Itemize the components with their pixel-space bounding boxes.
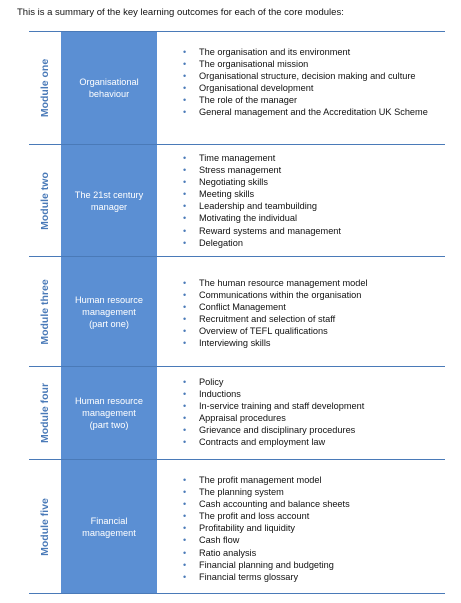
module-row — [29, 31, 445, 145]
module-label-cell — [29, 367, 61, 459]
module-title-cell — [61, 32, 157, 144]
outcome-item: • Meeting skills — [183, 188, 445, 200]
module-title-line: Organisational — [79, 77, 139, 87]
module-title-cell — [61, 257, 157, 366]
outcome-item: • Stress management — [183, 164, 445, 176]
outcome-item: • Motivating the individual — [183, 212, 445, 224]
module-title — [75, 189, 143, 213]
module-label-cell — [29, 460, 61, 593]
outcome-item: • Reward systems and management — [183, 225, 445, 237]
outcome-item: • Communications within the organisation — [183, 289, 445, 301]
module-label: Module three — [39, 278, 51, 345]
outcome-item: • Recruitment and selection of staff — [183, 313, 445, 325]
outcome-item: • The profit and loss account — [183, 510, 445, 522]
module-label-cell — [29, 145, 61, 256]
outcomes-list — [183, 474, 445, 583]
outcome-item: • Policy — [183, 376, 445, 388]
module-title-cell — [61, 460, 157, 593]
module-title-line: (part one) — [89, 318, 129, 329]
module-label: Module five — [39, 497, 51, 556]
outcome-item: • Conflict Management — [183, 301, 445, 313]
outcome-item: • Financial terms glossary — [183, 571, 445, 583]
outcome-item: • The organisational mission — [183, 58, 449, 70]
outcome-item: • Profitability and liquidity — [183, 522, 445, 534]
modules-table — [29, 31, 445, 594]
module-row — [29, 257, 445, 367]
outcome-item: • The planning system — [183, 486, 445, 498]
outcome-item: • General management and the Accreditation UK Scheme — [183, 106, 449, 118]
module-row — [29, 367, 445, 460]
outcomes-cell — [157, 257, 445, 366]
module-title-line: The 21st century — [74, 189, 144, 200]
outcomes-list — [183, 46, 449, 119]
outcome-item: • Ratio analysis — [183, 547, 445, 559]
outcome-item: • Interviewing skills — [183, 337, 445, 349]
module-label-cell — [29, 257, 61, 366]
module-title-line: Financial — [90, 515, 128, 526]
module-title-line: Human resource — [75, 396, 143, 406]
outcome-item: • Cash accounting and balance sheets — [183, 498, 445, 510]
outcome-item: • Inductions — [183, 388, 445, 400]
module-title-line: behaviour — [88, 89, 130, 99]
outcome-item: • Overview of TEFL qualifications — [183, 325, 445, 337]
outcomes-cell — [157, 460, 445, 593]
outcomes-list — [183, 376, 445, 449]
outcome-item: • Financial planning and budgeting — [183, 559, 445, 571]
outcome-item: • Cash flow — [183, 534, 445, 546]
outcome-item: • Grievance and disciplinary procedures — [183, 424, 445, 436]
outcome-item: • The human resource management model — [183, 277, 445, 289]
module-title-cell — [61, 145, 157, 256]
outcomes-list — [183, 152, 445, 249]
module-label: Module four — [39, 382, 51, 444]
module-title-line: manager — [90, 201, 128, 212]
module-title-line: (part two) — [89, 420, 129, 430]
module-row — [29, 145, 445, 257]
module-title-line: management — [82, 527, 136, 538]
outcomes-cell — [157, 367, 445, 459]
module-title — [75, 395, 143, 431]
outcome-item: • Leadership and teambuilding — [183, 200, 445, 212]
outcomes-cell — [157, 32, 449, 144]
module-label: Module one — [39, 58, 51, 118]
outcome-item: • Contracts and employment law — [183, 436, 445, 448]
outcome-item: • The profit management model — [183, 474, 445, 486]
outcome-item: • The role of the manager — [183, 94, 449, 106]
module-title — [82, 515, 136, 539]
module-label: Module two — [39, 171, 51, 230]
module-row — [29, 460, 445, 594]
module-title-cell — [61, 367, 157, 459]
module-title-line: Human resource — [75, 294, 143, 305]
outcome-item: • Organisational structure, decision making and culture — [183, 70, 449, 82]
outcome-item: • Delegation — [183, 237, 445, 249]
module-title — [75, 294, 143, 330]
outcome-item: • The organisation and its environment — [183, 46, 449, 58]
module-title-line: management — [82, 408, 136, 418]
module-title — [79, 76, 138, 100]
module-title-line: management — [82, 306, 136, 317]
outcome-item: • In-service training and staff development — [183, 400, 445, 412]
outcomes-cell — [157, 145, 445, 256]
outcome-item: • Negotiating skills — [183, 176, 445, 188]
outcome-item: • Organisational development — [183, 82, 449, 94]
outcome-item: • Time management — [183, 152, 445, 164]
module-label-cell — [29, 32, 61, 144]
intro-text: This is a summary of the key learning outcomes for each of the core modules: — [17, 7, 344, 18]
outcomes-list — [183, 277, 445, 350]
outcome-item: • Appraisal procedures — [183, 412, 445, 424]
